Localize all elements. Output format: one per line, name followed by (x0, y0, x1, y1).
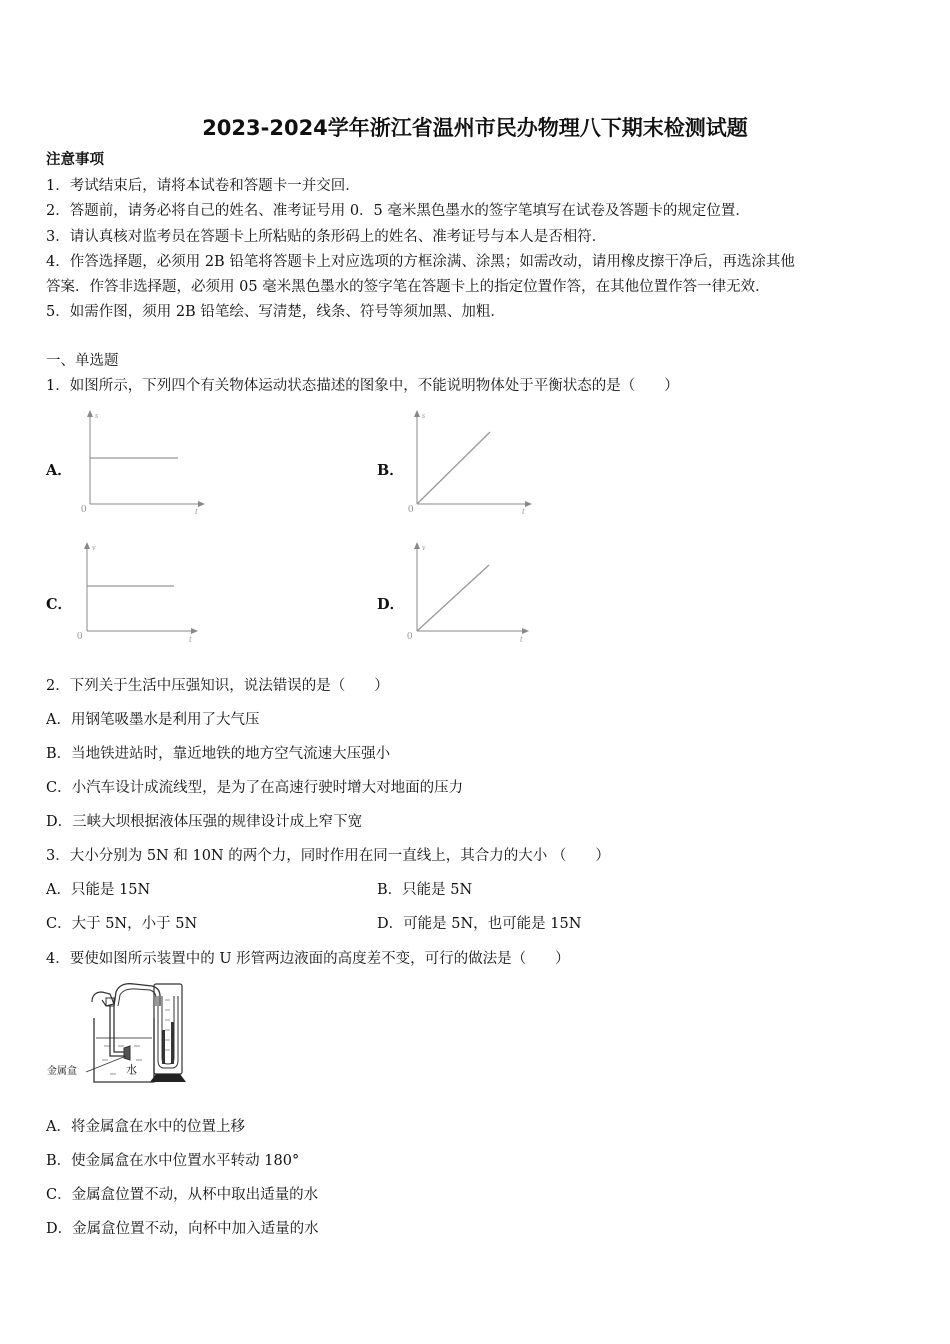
q3-option-c: C．大于 5N，小于 5N (46, 916, 198, 932)
q4-apparatus-figure (44, 980, 189, 1088)
q1-graph-b (401, 408, 536, 518)
metal-box-label: 金属盒 (47, 1066, 77, 1077)
q4-option-b: B．使金属盒在水中位置水平转动 180° (46, 1153, 300, 1169)
origin-label: 0 (408, 503, 414, 515)
q4-option-d: D．金属盒位置不动，向杯中加入适量的水 (46, 1221, 319, 1237)
notice-item: 5．如需作图，须用 2B 铅笔绘、写清楚，线条、符号等须加黑、加粗． (46, 304, 505, 320)
q1-graph-c (71, 540, 206, 645)
q1-option-a-label: A． (46, 462, 72, 479)
water-label: 水 (126, 1064, 137, 1076)
x-axis-label: t (520, 634, 523, 644)
notice-item: 3．请认真核对监考员在答题卡上所粘贴的条形码上的姓名、准考证号与本人是否相符． (46, 229, 607, 245)
q2-stem: 2．下列关于生活中压强知识，说法错误的是（ ） (46, 678, 389, 694)
q3-stem: 3．大小分别为 5N 和 10N 的两个力，同时作用在同一直线上，其合力的大小 （ ） (46, 848, 610, 864)
y-axis-label: s (422, 411, 426, 420)
q1-option-b-label: B． (377, 462, 404, 479)
notice-item: 4．作答选择题，必须用 2B 铅笔将答题卡上对应选项的方框涂满、涂黑；如需改动，请用橡皮擦干净后，再选涂其他 (46, 254, 795, 270)
origin-label: 0 (407, 630, 413, 642)
q3-option-b: B．只能是 5N (377, 882, 473, 898)
q1-graph-a (74, 408, 209, 518)
q1-stem: 1．如图所示，下列四个有关物体运动状态描述的图象中，不能说明物体处于平衡状态的是（ ） (46, 378, 679, 394)
x-axis-label: t (189, 634, 192, 644)
q3-option-a: A．只能是 15N (46, 882, 151, 898)
notice-item: 1．考试结束后，请将本试卷和答题卡一并交回． (46, 178, 360, 194)
q1-graph-d (401, 540, 536, 645)
q3-option-d: D．可能是 5N，也可能是 15N (377, 916, 582, 932)
origin-label: 0 (81, 503, 87, 515)
origin-label: 0 (77, 630, 83, 642)
y-axis-label: v (92, 543, 96, 552)
x-axis-label: t (522, 506, 525, 516)
page-title: 2023-2024学年浙江省温州市民办物理八下期末检测试题 (202, 116, 748, 140)
q4-stem: 4．要使如图所示装置中的 U 形管两边液面的高度差不变，可行的做法是（ ） (46, 951, 570, 967)
x-axis-label: t (195, 506, 198, 516)
q1-option-c-label: C． (46, 596, 73, 613)
notice-heading: 注意事项 (46, 151, 104, 168)
q2-option-c: C．小汽车设计成流线型，是为了在高速行驶时增大对地面的压力 (46, 780, 464, 796)
notice-item: 答案．作答非选择题，必须用 05 毫米黑色墨水的签字笔在答题卡上的指定位置作答，在其他位置作答一律无效． (46, 279, 770, 295)
y-axis-label: s (95, 411, 99, 420)
notice-item: 2．答题前，请务必将自己的姓名、准考证号用 0．5 毫米黑色墨水的签字笔填写在试卷及答题卡的规定位置． (46, 203, 750, 219)
q4-option-a: A．将金属盒在水中的位置上移 (46, 1119, 245, 1135)
q2-option-a: A．用钢笔吸墨水是利用了大气压 (46, 712, 260, 728)
q1-option-d-label: D． (377, 596, 405, 613)
section-heading: 一、单选题 (46, 353, 119, 369)
q2-option-d: D．三峡大坝根据液体压强的规律设计成上窄下宽 (46, 814, 363, 830)
q4-option-c: C．金属盒位置不动，从杯中取出适量的水 (46, 1187, 319, 1203)
y-axis-label: v (422, 543, 426, 552)
q2-option-b: B．当地铁进站时，靠近地铁的地方空气流速大压强小 (46, 746, 391, 762)
